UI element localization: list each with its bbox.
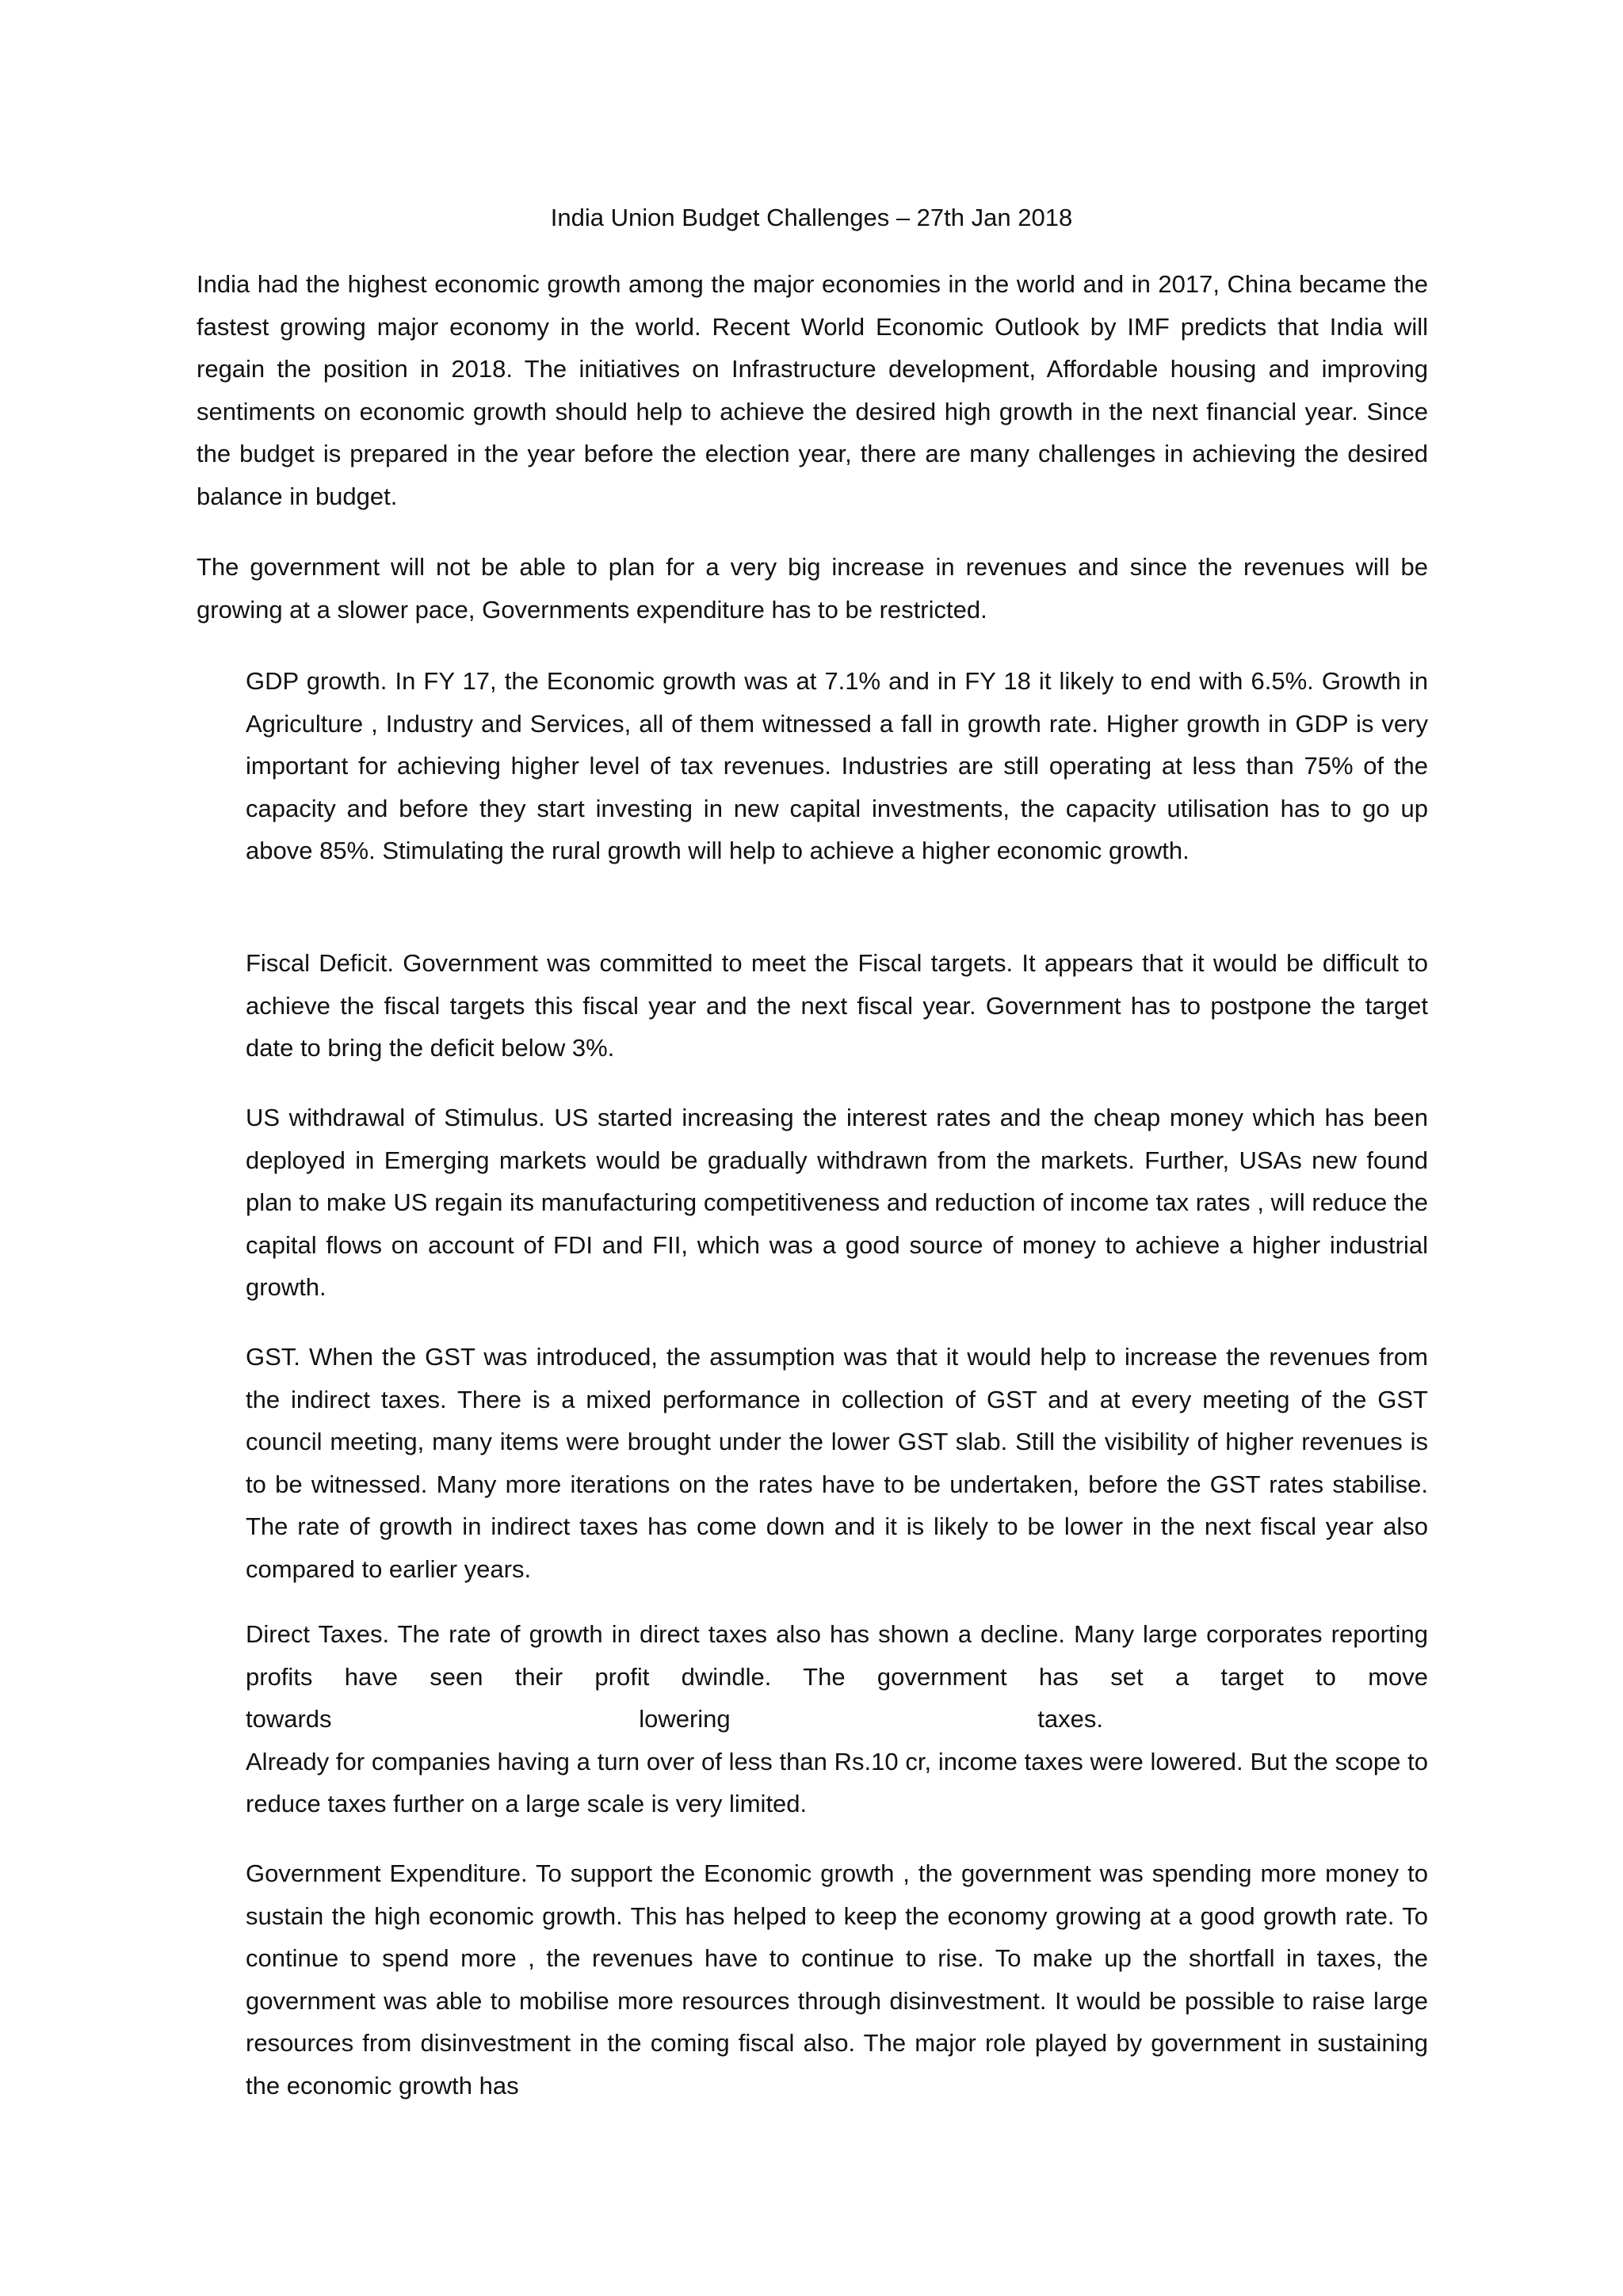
- document-title: India Union Budget Challenges – 27th Jan 2018: [550, 204, 1073, 231]
- intro-paragraph-2: The government will not be able to plan for a very big increase in revenues and since the revenues will be growing at a slower pace, Governments expenditure has to be restricted.: [197, 553, 1428, 624]
- direct-taxes-continuation: Already for companies having a turn over of less than Rs.10 cr, income taxes were lowered. But the scope to reduce taxes further on a large scale is very limited.: [246, 1747, 1428, 1817]
- point-gst: GST. When the GST was introduced, the assumption was that it would help to increase the revenues from the indirect taxes. There is a mixed performance in collection of GST and at every meeting of the GST council meeting, many items were brought under the lower GST slab. Still the visibility of higher revenues is to be witnessed. Many more iterations on the rates have to be undertaken, before the GST rates stabilise. The rate of growth in indirect taxes has come down and it is likely to be lower in the next fiscal year also compared to earlier years.: [246, 1343, 1428, 1583]
- direct-taxes-split-line: [246, 1698, 1428, 1741]
- direct-taxes-text: Direct Taxes. The rate of growth in direct taxes also has shown a decline. Many large corporates reporting profits have seen their profit dwindle. The government has set a target to move: [246, 1620, 1428, 1691]
- point-fiscal-deficit: Fiscal Deficit. Government was committed to meet the Fiscal targets. It appears that it would be difficult to achieve the fiscal targets this fiscal year and the next fiscal year. Government has to postpone the target date to bring the deficit below 3%.: [246, 949, 1428, 1062]
- point-gdp-growth: GDP growth. In FY 17, the Economic growth was at 7.1% and in FY 18 it likely to end with 6.5%. Growth in Agriculture , Industry and Services, all of them witnessed a fall in growth rate. Higher growth in GDP is very important for achieving higher level of tax revenues. Industries are still operating at less than 75% of the capacity and before they start investing in new capital investments, the capacity utilisation has to go up above 85%. Stimulating the rural growth will help to achieve a higher economic growth.: [246, 667, 1428, 864]
- split-word-towards: towards: [246, 1705, 332, 1733]
- point-direct-taxes: [246, 1613, 1428, 1825]
- split-word-lowering: lowering: [639, 1705, 731, 1733]
- point-government-expenditure: Government Expenditure. To support the Economic growth , the government was spending more money to sustain the high economic growth. This has helped to keep the economy growing at a good growth rate. To continue to spend more , the revenues have to continue to rise. To make up the shortfall in taxes, the government was able to mobilise more resources through disinvestment. It would be possible to raise large resources from disinvestment in the coming fiscal also. The major role played by government in sustaining the economic growth has: [246, 1859, 1428, 2100]
- split-word-taxes: taxes.: [1037, 1705, 1103, 1733]
- point-us-stimulus: US withdrawal of Stimulus. US started increasing the interest rates and the cheap money which has been deployed in Emerging markets would be gradually withdrawn from the markets. Further, USAs new found plan to make US regain its manufacturing competitiveness and reduction of income tax rates , will reduce the capital flows on account of FDI and FII, which was a good source of money to achieve a higher industrial growth.: [246, 1104, 1428, 1301]
- intro-paragraph-1: India had the highest economic growth among the major economies in the world and in 2017, China became the fastest growing major economy in the world. Recent World Economic Outlook by IMF predicts that India will regain the position in 2018. The initiatives on Infrastructure development, Affordable housing and improving sentiments on economic growth should help to achieve the desired high growth in the next financial year. Since the budget is prepared in the year before the election year, there are many challenges in achieving the desired balance in budget.: [197, 270, 1428, 510]
